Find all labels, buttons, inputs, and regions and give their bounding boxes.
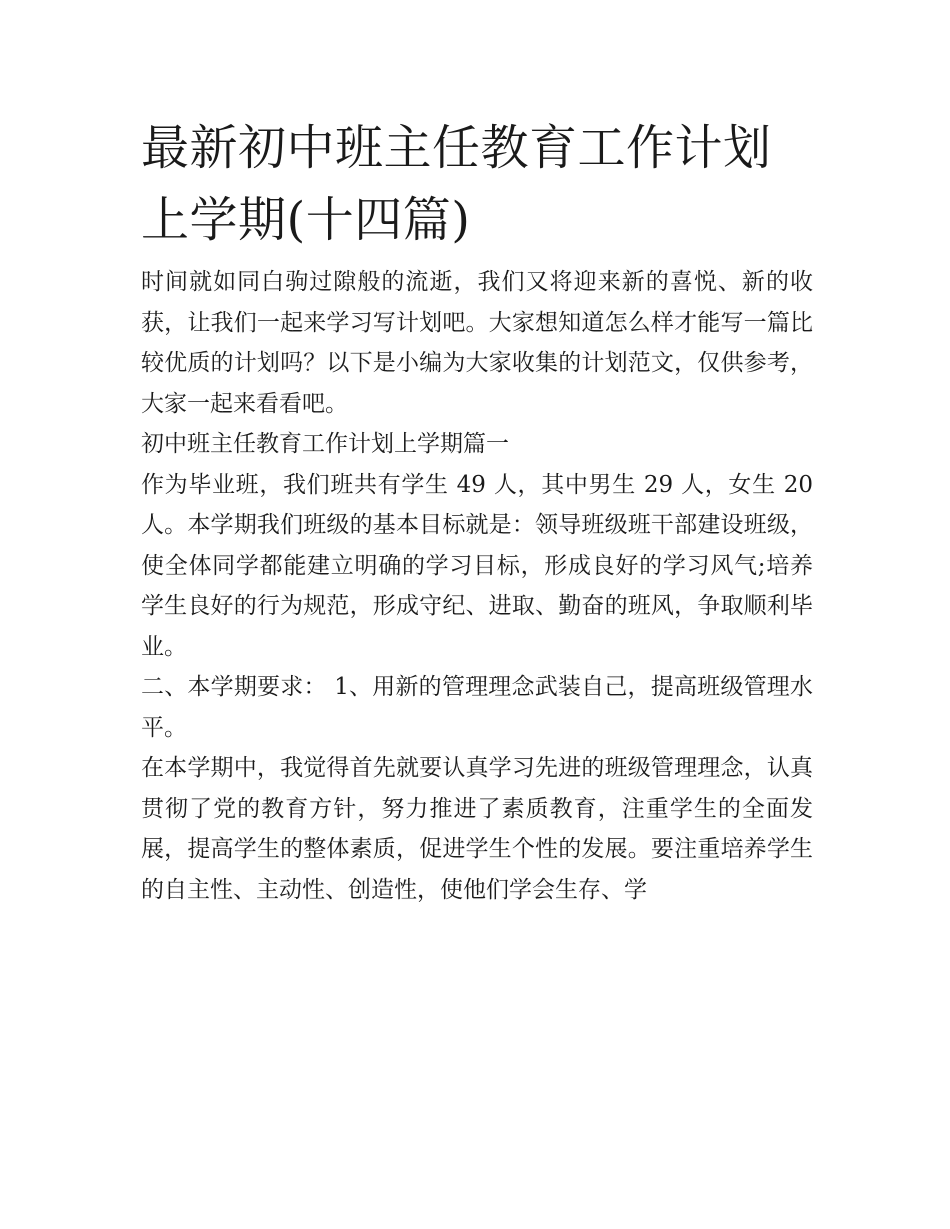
management-paragraph: 在本学期中，我觉得首先就要认真学习先进的班级管理理念，认真贯彻了党的教育方针，努力推进了素质教育，注重学生的全面发展，提高学生的整体素质，促进学生个性的发展。要注重培养学生的自主性、主动性、创造性，使他们学会生存、学 — [141, 755, 813, 903]
requirements-paragraph: 二、本学期要求： 1、用新的管理理念武装自己，提高班级管理水平。 — [141, 674, 813, 741]
class-overview-paragraph: 作为毕业班，我们班共有学生 49 人，其中男生 29 人，女生 20 人。本学期我们班级的基本目标就是：领导班级班干部建设班级，使全体同学都能建立明确的学习目标，形成良好的学习风气;培养学生良好的行为规范，形成守纪、进取、勤奋的班风，争取顺利毕业。 — [141, 471, 813, 660]
document-title: 最新初中班主任教育工作计划上学期(十四篇) — [141, 120, 772, 248]
section-heading: 初中班主任教育工作计划上学期篇一 — [141, 431, 509, 457]
document-body — [141, 262, 813, 910]
intro-paragraph: 时间就如同白驹过隙般的流逝，我们又将迎来新的喜悦、新的收获，让我们一起来学习写计划吧。大家想知道怎么样才能写一篇比较优质的计划吗？以下是小编为大家收集的计划范文，仅供参考，大家一起来看看吧。 — [141, 269, 813, 417]
document-page — [141, 112, 813, 910]
